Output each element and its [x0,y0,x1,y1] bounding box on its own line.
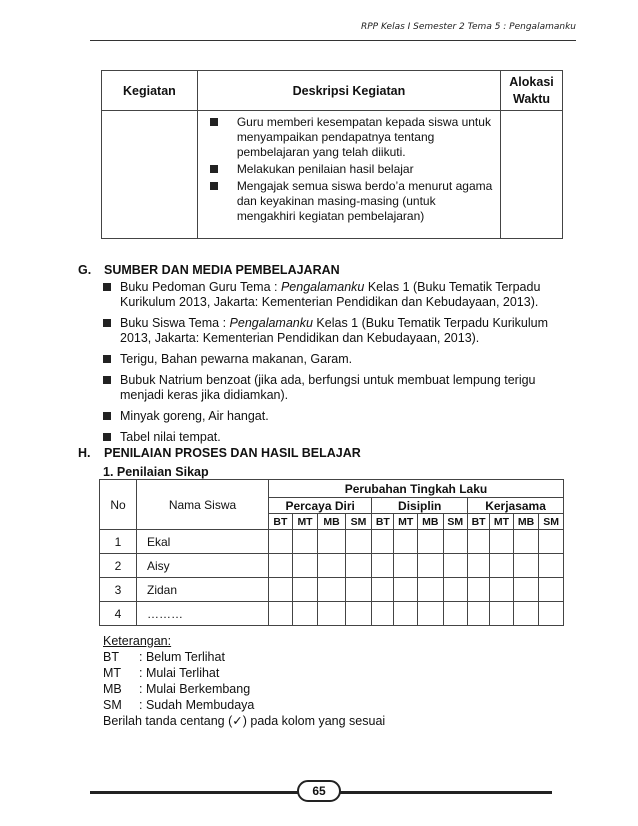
check-cell[interactable] [490,530,514,554]
check-cell[interactable] [490,602,514,626]
legend-desc: : Sudah Membudaya [139,698,255,712]
check-cell[interactable] [539,602,564,626]
list-item: Bubuk Natrium benzoat (jika ada, berfungsi untuk membuat lempung terigu menjadi keras jika didiamkan). [103,373,563,403]
check-cell[interactable] [418,602,443,626]
level-bt: BT [372,514,394,530]
list-item: Buku Siswa Tema : Pengalamanku Kelas 1 (Buku Tematik Terpadu Kurikulum 2013, Jakarta: Kementerian Pendidikan dan Kebudayaan, 2013). [103,316,563,346]
check-cell[interactable] [372,530,394,554]
behavior-header: Perubahan Tingkah Laku [269,480,564,498]
check-cell[interactable] [490,554,514,578]
section-letter: G. [78,263,92,277]
subsection-title: 1. Penilaian Sikap [103,465,209,479]
table-row [100,554,564,578]
check-cell[interactable] [292,530,318,554]
group-percaya-diri: Percaya Diri [269,498,372,514]
row-name: Aisy [137,554,269,578]
list-item: Tabel nilai tempat. [103,430,563,445]
resource-list [103,280,563,451]
check-cell[interactable] [490,578,514,602]
check-cell[interactable] [269,602,293,626]
list-item: Guru memberi kesempatan kepada siswa untuk menyampaikan pendapatnya tentang pembelajaran yang telah diikuti. [208,115,494,160]
table-row [100,602,564,626]
check-cell[interactable] [513,554,538,578]
check-cell[interactable] [372,578,394,602]
level-mt: MT [490,514,514,530]
col-kegiatan: Kegiatan [102,71,198,111]
check-cell[interactable] [292,554,318,578]
page-number: 65 [297,780,341,802]
col-no: No [100,480,137,530]
level-bt: BT [468,514,490,530]
group-disiplin: Disiplin [372,498,468,514]
row-no: 4 [100,602,137,626]
check-cell[interactable] [372,554,394,578]
running-header: RPP Kelas I Semester 2 Tema 5 : Pengalamanku [361,22,576,32]
level-sm: SM [443,514,468,530]
row-name: Zidan [137,578,269,602]
check-cell[interactable] [539,578,564,602]
check-cell[interactable] [539,530,564,554]
check-cell[interactable] [345,530,372,554]
list-item: Minyak goreng, Air hangat. [103,409,563,424]
check-cell[interactable] [418,530,443,554]
row-no: 3 [100,578,137,602]
level-sm: SM [345,514,372,530]
legend-desc: : Mulai Berkembang [139,682,251,696]
check-cell[interactable] [468,554,490,578]
legend [103,633,385,729]
instruction-text: Berilah tanda centang (✓) pada kolom yang sesuai [103,714,386,728]
check-cell[interactable] [345,554,372,578]
row-no: 1 [100,530,137,554]
section-h-heading [78,446,361,460]
legend-code: SM [103,698,122,712]
group-kerjasama: Kerjasama [468,498,564,514]
check-cell[interactable] [513,578,538,602]
check-cell[interactable] [394,554,418,578]
section-letter: H. [78,446,91,460]
check-cell[interactable] [269,554,293,578]
check-cell[interactable] [539,554,564,578]
check-cell[interactable] [318,554,345,578]
list-item: Buku Pedoman Guru Tema : Pengalamanku Kelas 1 (Buku Tematik Terpadu Kurikulum 2013, Jakarta: Kementerian Pendidikan dan Kebudayaan, 2013). [103,280,563,310]
check-cell[interactable] [318,578,345,602]
check-cell[interactable] [345,602,372,626]
col-name: Nama Siswa [137,480,269,530]
col-deskripsi: Deskripsi Kegiatan [197,71,500,111]
legend-code: MT [103,666,122,680]
legend-row [103,649,385,665]
row-name: Ekal [137,530,269,554]
legend-desc: : Belum Terlihat [139,650,225,664]
check-cell[interactable] [468,530,490,554]
section-title: PENILAIAN PROSES DAN HASIL BELAJAR [104,446,361,460]
check-cell[interactable] [513,530,538,554]
check-cell[interactable] [292,602,318,626]
row-name: ……… [137,602,269,626]
check-cell[interactable] [269,578,293,602]
check-cell[interactable] [318,602,345,626]
check-cell[interactable] [443,530,468,554]
check-cell[interactable] [269,530,293,554]
activity-table [101,70,563,239]
section-g-heading [78,263,340,277]
list-item: Mengajak semua siswa berdo’a menurut agama dan keyakinan masing-masing (untuk mengakhiri kegiatan pembelajaran) [208,179,494,224]
row-no: 2 [100,554,137,578]
legend-row [103,665,385,681]
level-mb: MB [418,514,443,530]
list-item: Terigu, Bahan pewarna makanan, Garam. [103,352,563,367]
check-cell[interactable] [513,602,538,626]
legend-code: MB [103,682,122,696]
legend-title: Keterangan: [103,634,172,648]
level-sm: SM [539,514,564,530]
check-cell[interactable] [468,602,490,626]
check-cell[interactable] [292,578,318,602]
table-row [100,578,564,602]
check-cell[interactable] [345,578,372,602]
footer-rule-left [90,791,298,794]
check-cell[interactable] [443,578,468,602]
check-cell[interactable] [418,578,443,602]
alokasi-cell [501,111,563,239]
legend-desc: : Mulai Terlihat [139,666,220,680]
check-cell[interactable] [443,602,468,626]
level-bt: BT [269,514,293,530]
list-item: Melakukan penilaian hasil belajar [208,162,494,177]
col-alokasi: Alokasi Waktu [501,71,563,111]
table-row [100,530,564,554]
level-mb: MB [513,514,538,530]
legend-code: BT [103,650,119,664]
header-rule [90,40,576,41]
activity-list [198,111,500,238]
deskripsi-cell [197,111,500,239]
check-cell[interactable] [443,554,468,578]
check-cell[interactable] [394,602,418,626]
section-title: SUMBER DAN MEDIA PEMBELAJARAN [104,263,340,277]
legend-row [103,681,385,697]
check-cell[interactable] [418,554,443,578]
check-cell[interactable] [468,578,490,602]
check-cell[interactable] [394,530,418,554]
legend-row [103,697,385,713]
level-mb: MB [318,514,345,530]
attitude-table [99,479,564,626]
check-cell[interactable] [318,530,345,554]
check-cell[interactable] [372,602,394,626]
level-mt: MT [394,514,418,530]
level-mt: MT [292,514,318,530]
check-cell[interactable] [394,578,418,602]
footer-rule-right [340,791,552,794]
kegiatan-cell [102,111,198,239]
